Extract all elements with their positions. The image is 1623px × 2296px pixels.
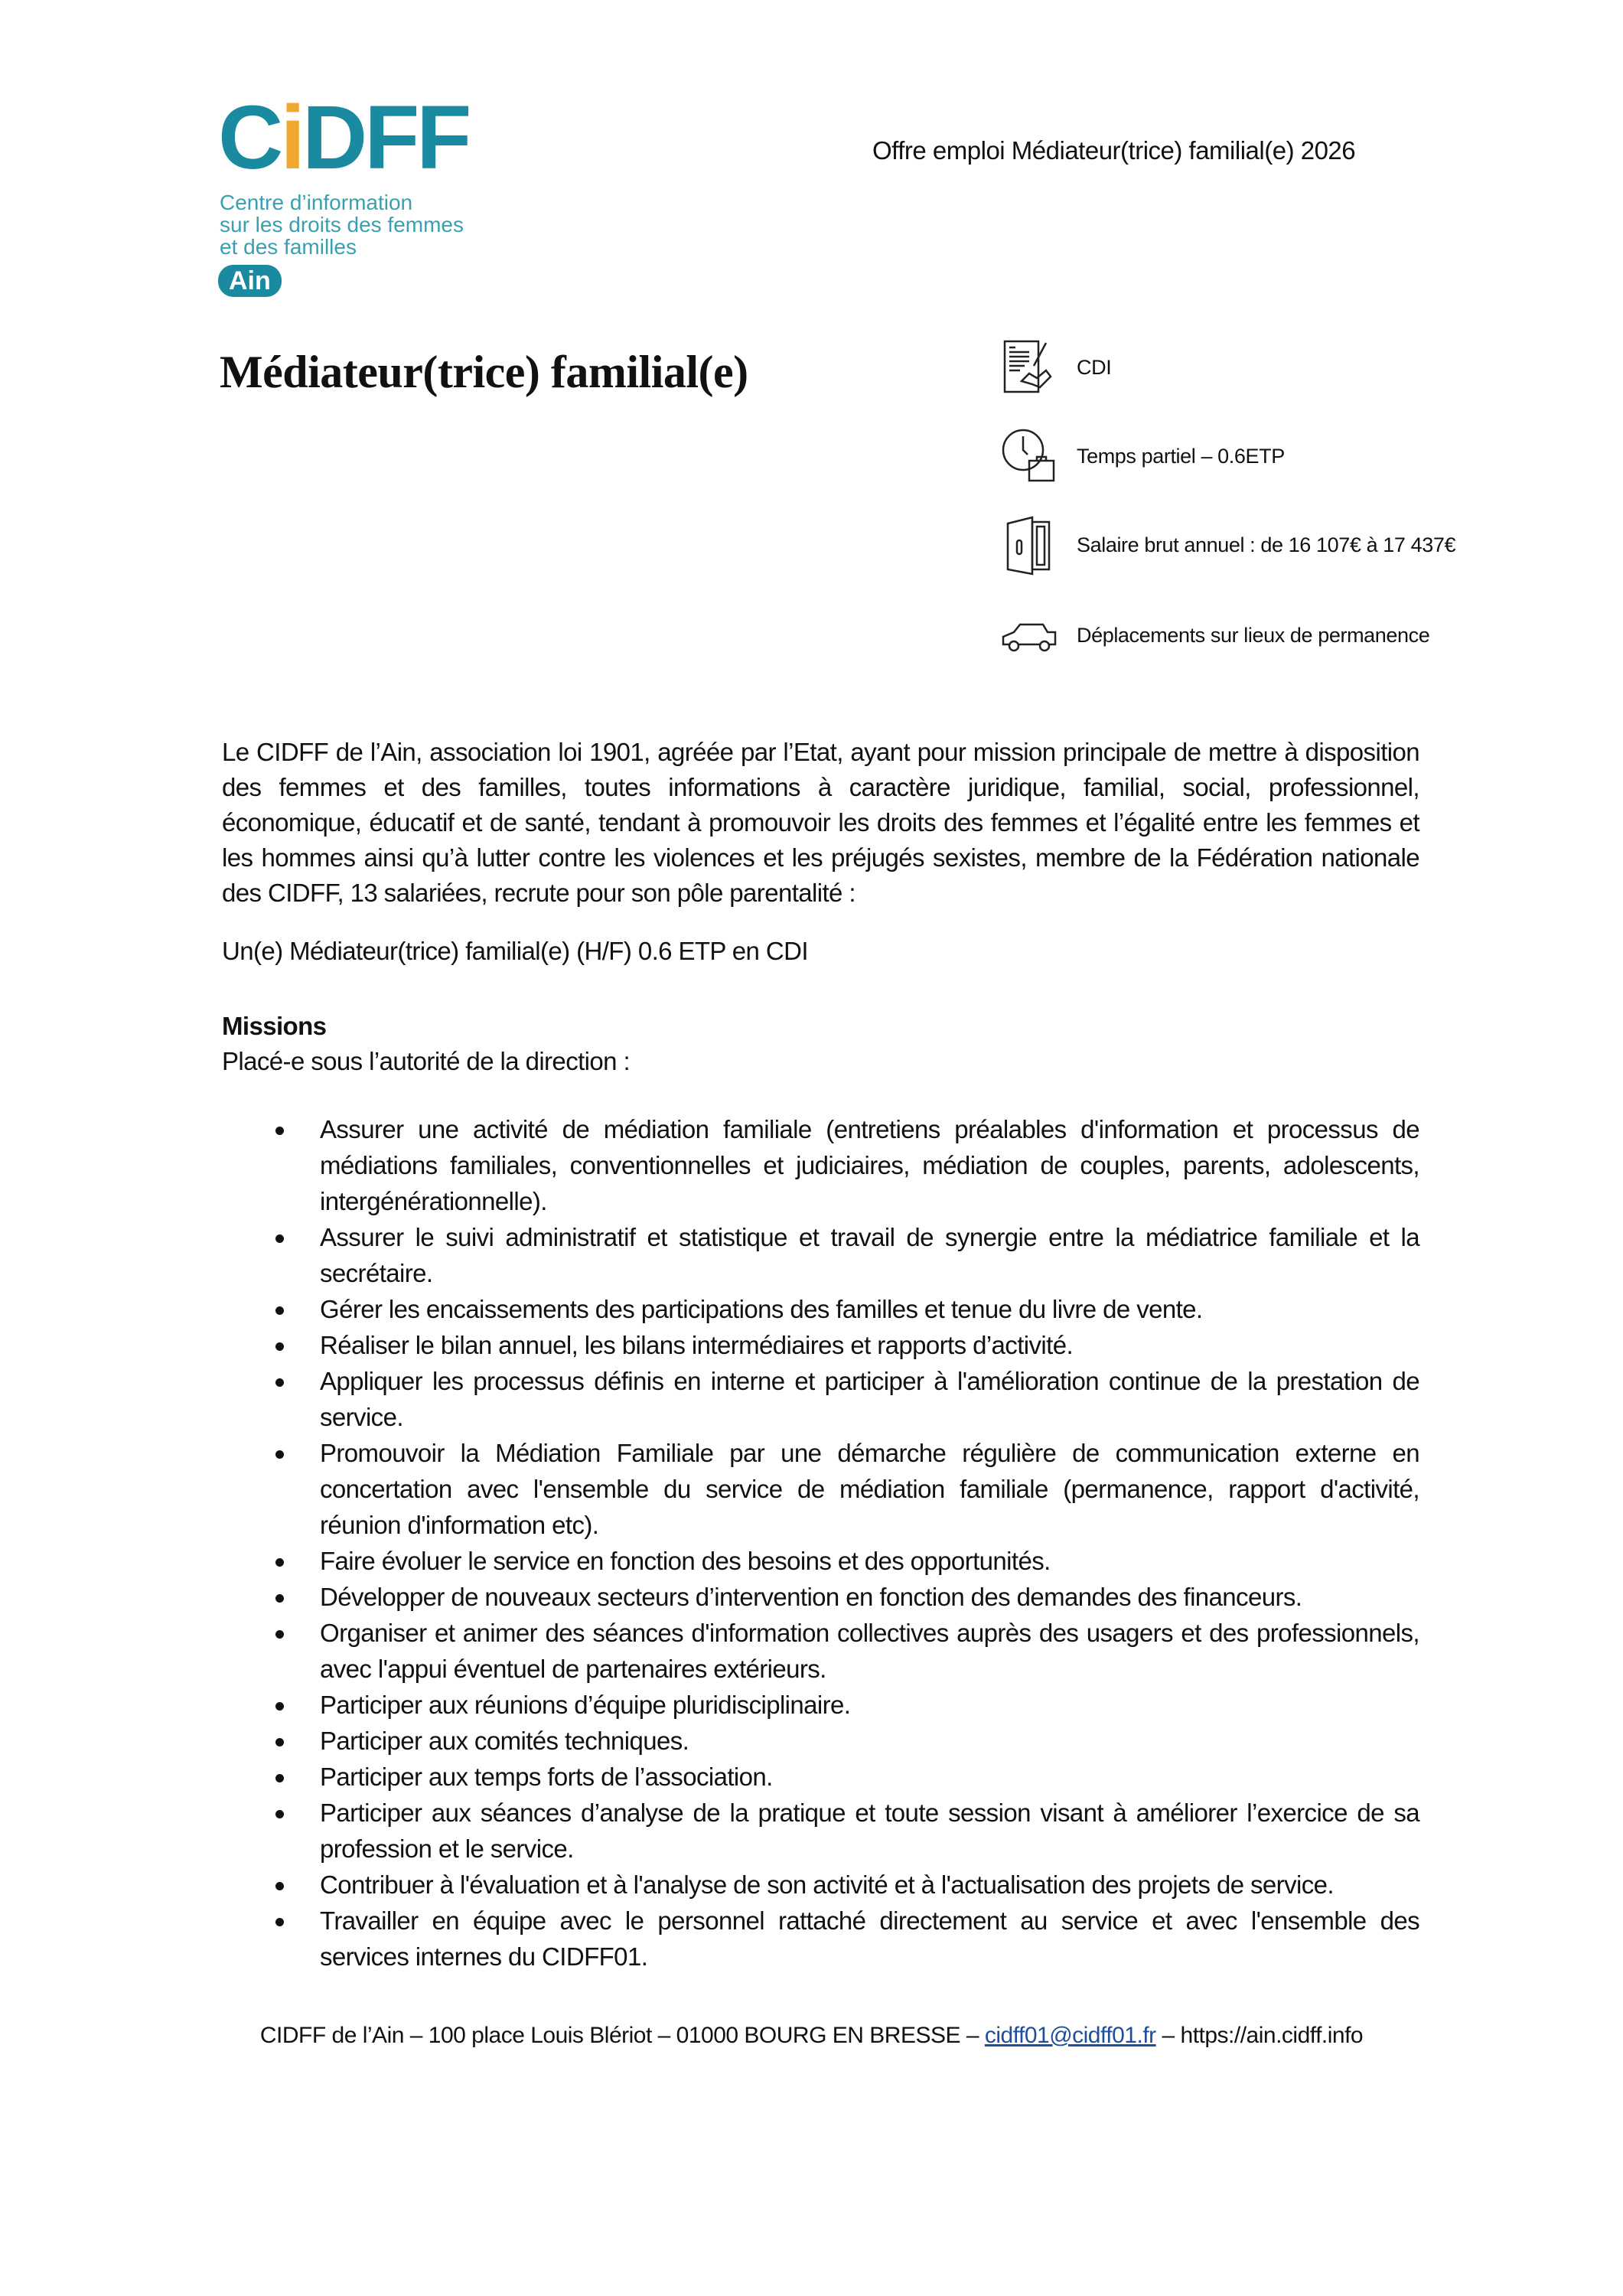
fact-label: Temps partiel – 0.6ETP xyxy=(1077,444,1285,468)
fact-label: Salaire brut annuel : de 16 107€ à 17 437€ xyxy=(1077,533,1456,556)
list-item: Participer aux séances d’analyse de la pratique et toute session visant à améliorer l’exercice de sa profession et le service. xyxy=(275,1795,1419,1867)
car-icon xyxy=(999,605,1060,666)
fact-contract xyxy=(999,337,1550,398)
list-item: Assurer le suivi administratif et statistique et travail de synergie entre la médiatrice familiale et la secrétaire. xyxy=(275,1219,1419,1291)
list-item: Participer aux comités techniques. xyxy=(275,1723,1419,1759)
list-item: Participer aux temps forts de l’association. xyxy=(275,1759,1419,1795)
logo-letter-c: C xyxy=(218,87,281,188)
contract-handshake-icon xyxy=(999,337,1060,398)
missions-heading: Missions xyxy=(222,1012,327,1040)
logo-wordmark xyxy=(218,87,469,188)
fact-schedule xyxy=(999,426,1550,487)
logo-letter-i: i xyxy=(280,87,303,188)
position-line: Un(e) Médiateur(trice) familial(e) (H/F) 0.6 ETP en CDI xyxy=(222,937,808,965)
list-item: Développer de nouveaux secteurs d’intervention en fonction des demandes des financeurs. xyxy=(275,1579,1419,1615)
logo-subtitle xyxy=(220,191,464,258)
clock-briefcase-icon xyxy=(999,426,1060,487)
intro-paragraph: Le CIDFF de l’Ain, association loi 1901, agréée par l’Etat, ayant pour mission principale de mettre à disposition des femmes et des familles, toutes informations à caractère juridique, familial, social, professionnel, économique, éducatif et de santé, tendant à promouvoir les droits des femmes et l’égalité entre les femmes et les hommes ainsi qu’à lutter contre les violences et les préjugés sexistes, membre de la Fédération nationale des CIDFF, 13 salariées, recrute pour son pôle parentalité : xyxy=(222,738,1419,907)
logo-subtitle-line: sur les droits des femmes xyxy=(220,213,464,236)
safe-icon xyxy=(999,514,1060,576)
cidff-logo xyxy=(218,84,555,306)
list-item: Promouvoir la Médiation Familiale par une démarche régulière de communication externe en concertation avec l'ensemble du service de médiation familiale (permanence, rapport d'activité, réunion d'information etc). xyxy=(275,1435,1419,1543)
list-item: Gérer les encaissements des participations des familles et tenue du livre de vente. xyxy=(275,1291,1419,1327)
fact-label: CDI xyxy=(1077,355,1112,379)
logo-subtitle-line: et des familles xyxy=(220,235,357,259)
list-item: Faire évoluer le service en fonction des besoins et des opportunités. xyxy=(275,1543,1419,1579)
missions-subheading: Placé-e sous l’autorité de la direction : xyxy=(222,1047,631,1075)
fact-salary xyxy=(999,514,1550,576)
footer-separator: – xyxy=(1155,2023,1181,2048)
fact-travel xyxy=(999,605,1550,666)
main-content xyxy=(222,735,1419,2051)
list-item: Appliquer les processus définis en interne et participer à l'amélioration continue de la prestation de service. xyxy=(275,1363,1419,1435)
header-reference: Offre emploi Médiateur(trice) familial(e) 2026 xyxy=(872,136,1356,165)
email-link[interactable]: cidff01@cidff01.fr xyxy=(984,2023,1156,2048)
list-item: Organiser et animer des séances d'information collectives auprès des usagers et des professionnels, avec l'appui éventuel de partenaires extérieurs. xyxy=(275,1615,1419,1687)
list-item: Contribuer à l'évaluation et à l'analyse de son activité et à l'actualisation des projets de service. xyxy=(275,1867,1419,1903)
list-item: Travailler en équipe avec le personnel rattaché directement au service et avec l'ensemble des services internes du CIDFF01. xyxy=(275,1903,1419,1975)
missions-list xyxy=(275,1111,1419,1975)
fact-label: Déplacements sur lieux de permanence xyxy=(1077,623,1430,647)
list-item: Réaliser le bilan annuel, les bilans intermédiaires et rapports d’activité. xyxy=(275,1327,1419,1363)
website-link[interactable]: https://ain.cidff.info xyxy=(1180,2023,1364,2048)
logo-letters-dff: DFF xyxy=(302,87,469,188)
logo-badge-ain: Ain xyxy=(218,265,282,297)
footer xyxy=(0,2020,1623,2051)
list-item: Assurer une activité de médiation familiale (entretiens préalables d'information et processus de médiations familiales, conventionnelles et judiciaires, médiation de couples, parents, adolescents, intergénérationnelle). xyxy=(275,1111,1419,1219)
logo-subtitle-line: Centre d’information xyxy=(220,191,413,214)
footer-address: CIDFF de l’Ain – 100 place Louis Blériot – 01000 BOURG EN BRESSE – xyxy=(259,2023,985,2048)
page-title: Médiateur(trice) familial(e) xyxy=(220,347,748,397)
list-item: Participer aux réunions d’équipe pluridisciplinaire. xyxy=(275,1687,1419,1723)
